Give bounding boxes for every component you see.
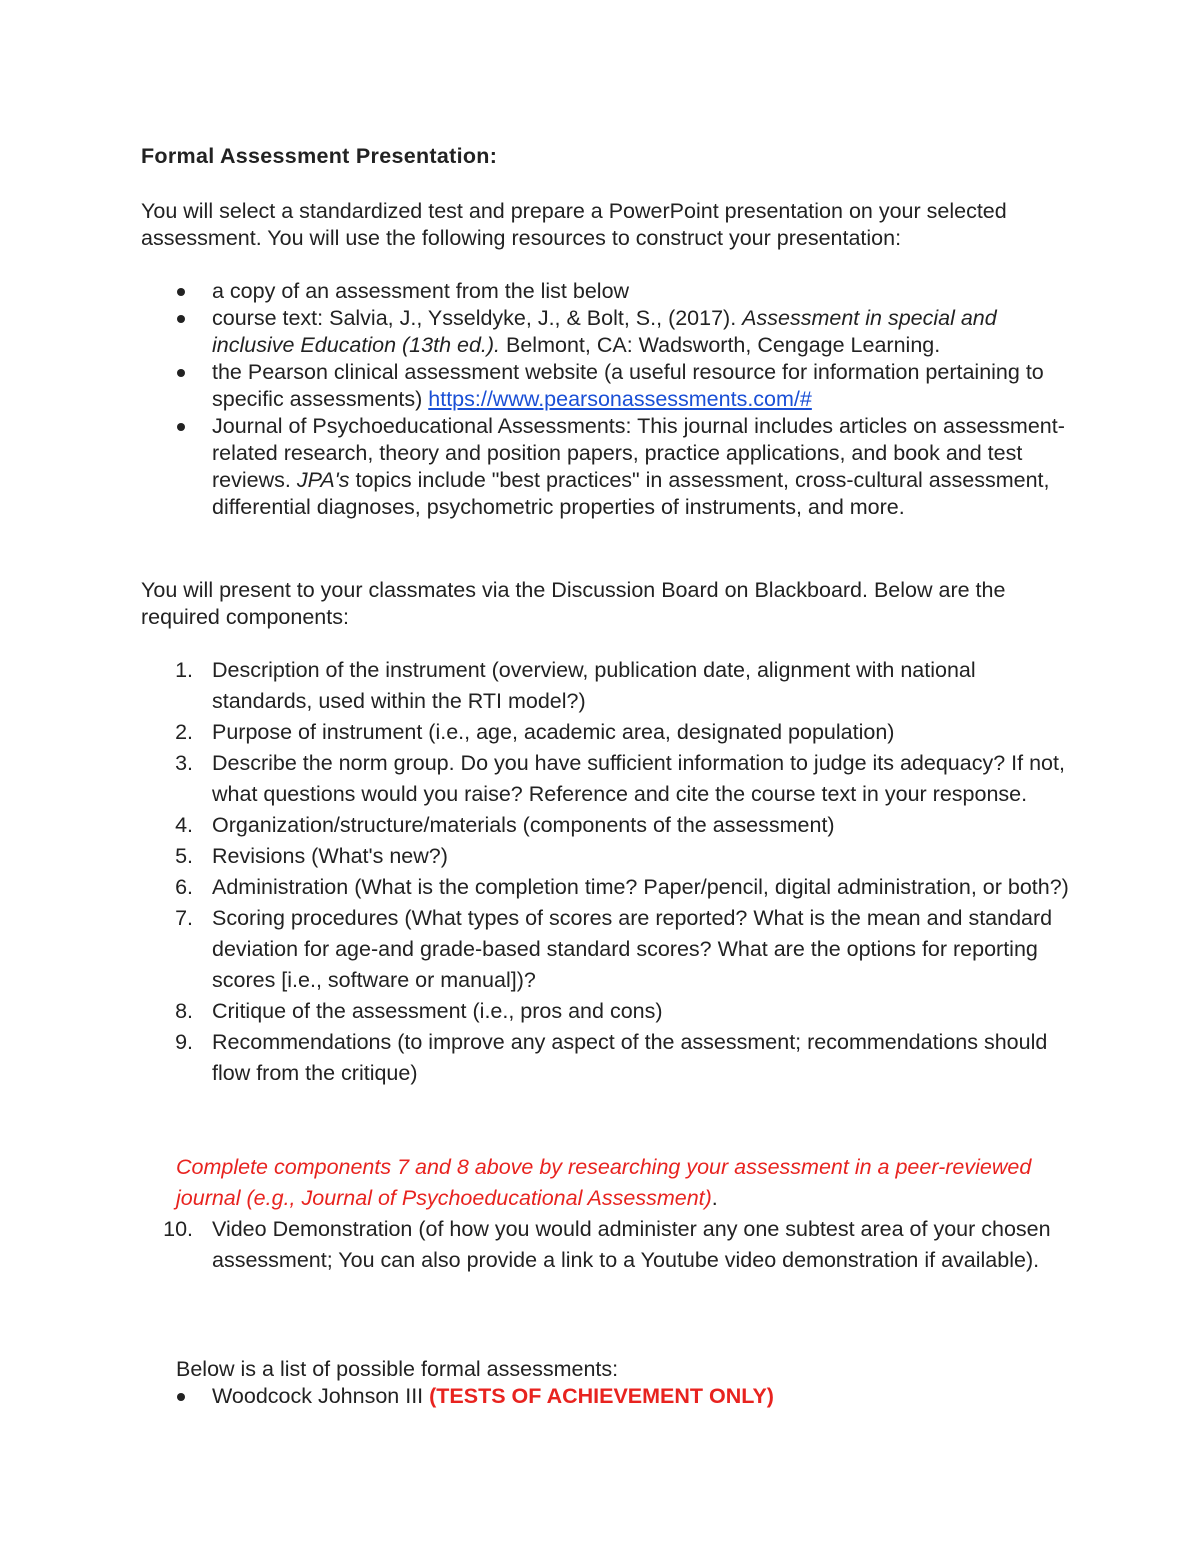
intro-paragraph: You will select a standardized test and prepare a PowerPoint presentation on your selected assessment. You will use the following resources to construct your presentation: (141, 199, 1007, 250)
components-list (141, 655, 1071, 1089)
list-item (141, 996, 1071, 1027)
item-text: Recommendations (to improve any aspect of the assessment; recommendations should flow from the critique) (212, 1030, 1048, 1085)
bullet-icon (177, 1393, 185, 1401)
item-number: 8. (175, 999, 193, 1023)
resource-text: a copy of an assessment from the list below (212, 279, 630, 303)
assessment-name: Woodcock Johnson III (212, 1384, 430, 1408)
list-item (141, 413, 1071, 521)
list-item (141, 810, 1071, 841)
item-text: Description of the instrument (overview, publication date, alignment with national standards, used within the RTI model?) (212, 658, 976, 713)
list-item (141, 872, 1071, 903)
resource-text: course text: Salvia, J., Ysseldyke, J., & Bolt, S., (2017). (212, 306, 743, 330)
resource-text: Journal of Psychoeducational Assessments: This journal includes articles on assessment-related research, theory and position papers, practice applications, and book and test reviews. (212, 414, 1065, 492)
component-10-list (141, 1214, 1071, 1276)
assessments-intro: Below is a list of possible formal assessments: (176, 1357, 619, 1381)
list-item (141, 748, 1071, 810)
list-item (141, 1383, 1071, 1410)
item-text: Revisions (What's new?) (212, 844, 448, 868)
note-period: . (711, 1186, 718, 1210)
item-text: Describe the norm group. Do you have sufficient information to judge its adequacy? If not, what questions would you raise? Reference and cite the course text in your response. (212, 751, 1065, 806)
item-number: 4. (175, 813, 193, 837)
resource-list (141, 278, 1071, 521)
resource-text: Belmont, CA: Wadsworth, Cengage Learning. (500, 333, 941, 357)
resource-text: the Pearson clinical assessment website (a useful resource for information pertaining to specific assessments) (212, 360, 1044, 411)
item-text: Organization/structure/materials (components of the assessment) (212, 813, 835, 837)
resource-text: topics include "best practices" in assessment, cross-cultural assessment, differential diagnoses, psychometric properties of instruments, and more. (212, 468, 1050, 519)
document-title: Formal Assessment Presentation: (141, 144, 498, 168)
bullet-icon (177, 369, 185, 377)
item-text: Scoring procedures (What types of scores are reported? What is the mean and standard deviation for age-and grade-based standard scores? What are the options for reporting scores [i.e., software or manual])? (212, 906, 1053, 992)
journal-abbrev: JPA's (296, 468, 350, 492)
note-text: Complete components 7 and 8 above by researching your assessment in a peer-reviewed journal (e.g., Journal of Psychoeducational Assessment) (176, 1155, 1032, 1210)
item-number: 7. (175, 906, 193, 930)
present-paragraph: You will present to your classmates via the Discussion Board on Blackboard. Below are the required components: (141, 578, 1006, 629)
item-number: 6. (175, 875, 193, 899)
item-number: 9. (175, 1030, 193, 1054)
assessment-list (141, 1383, 1071, 1410)
list-item (141, 717, 1071, 748)
item-text: Video Demonstration (of how you would administer any one subtest area of your chosen assessment; You can also provide a link to a Youtube video demonstration if available). (212, 1217, 1051, 1272)
pearson-link[interactable]: https://www.pearsonassessments.com/# (428, 387, 812, 411)
item-number: 2. (175, 720, 193, 744)
bullet-icon (177, 288, 185, 296)
bullet-icon (177, 423, 185, 431)
item-text: Critique of the assessment (i.e., pros and cons) (212, 999, 663, 1023)
item-text: Purpose of instrument (i.e., age, academic area, designated population) (212, 720, 895, 744)
list-item (141, 359, 1071, 413)
item-number: 3. (175, 751, 193, 775)
list-item (141, 278, 1071, 305)
list-item (141, 655, 1071, 717)
assessment-note: (TESTS OF ACHIEVEMENT ONLY) (429, 1384, 774, 1408)
item-number: 1. (175, 658, 193, 682)
list-item (141, 841, 1071, 872)
item-number: 10. (163, 1217, 193, 1241)
bullet-icon (177, 315, 185, 323)
list-item (141, 1214, 1071, 1276)
list-item (141, 305, 1071, 359)
list-item (141, 903, 1071, 996)
red-note (176, 1152, 1056, 1214)
item-text: Administration (What is the completion time? Paper/pencil, digital administration, or both?) (212, 875, 1069, 899)
item-number: 5. (175, 844, 193, 868)
list-item (141, 1027, 1071, 1089)
book-title: Assessment in special and inclusive Education (13th ed.). (212, 306, 997, 357)
